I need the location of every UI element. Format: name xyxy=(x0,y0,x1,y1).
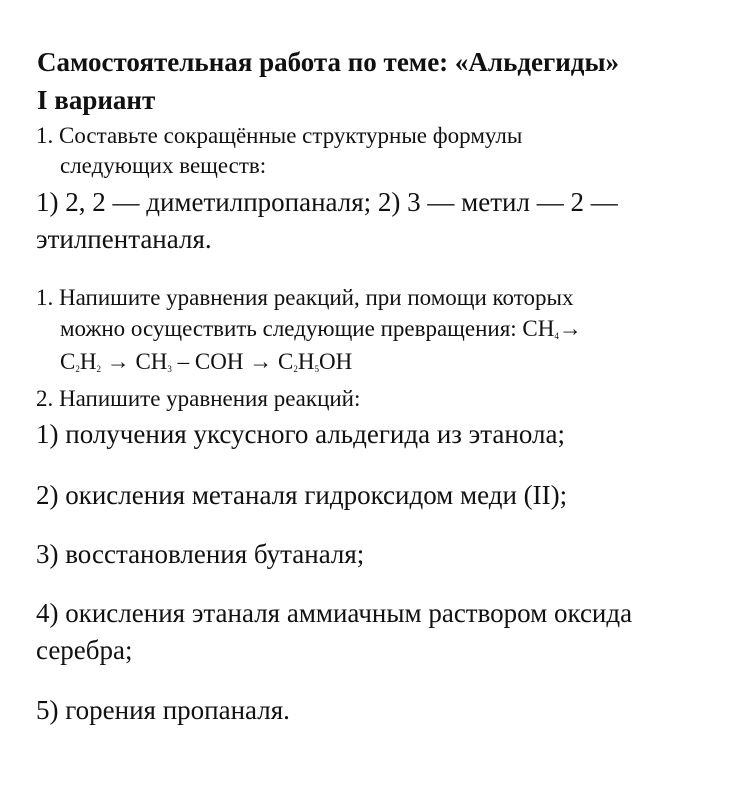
c2h5oh-c: C xyxy=(277,349,294,374)
c2h5oh-sub2: 5 xyxy=(314,364,319,374)
task3-item-3: 3) восстановления бутаналя; xyxy=(36,539,365,569)
arrow-3: → xyxy=(243,349,278,374)
task1-items-line2: этилпентаналя. xyxy=(36,224,212,254)
task2-text-line2: можно осуществить следующие превращения: CH xyxy=(60,316,555,341)
task2-text-line1: Напишите уравнения реакций, при помощи которых xyxy=(59,285,574,310)
task3-item-2: 2) окисления метаналя гидроксидом меди (II); xyxy=(36,480,568,510)
task2-line1 xyxy=(36,283,573,313)
c2h2-h: H xyxy=(79,349,97,374)
c2h5oh-oh: OH xyxy=(318,349,353,374)
ch3-text: CH xyxy=(135,349,168,374)
task3-line1 xyxy=(36,384,360,414)
worksheet-title: Самостоятельная работа по теме: «Альдегиды» xyxy=(37,47,620,77)
task3-text-line1: Напишите уравнения реакций: xyxy=(59,386,361,411)
task2-line2 xyxy=(60,314,582,344)
coh-text: – COH xyxy=(171,349,244,374)
reaction-chain xyxy=(60,347,352,377)
task2-number: 1. xyxy=(36,285,54,310)
c2h2-sub2: 2 xyxy=(96,364,101,374)
arrow-1: → xyxy=(558,316,582,341)
task1-line2: следующих веществ: xyxy=(60,153,267,178)
variant-label: I вариант xyxy=(37,85,156,115)
task1-items-line1: 1) 2, 2 — диметилпропаналя; 2) 3 — метил — 2 — xyxy=(36,187,618,217)
ch4-subscript: 4 xyxy=(554,331,559,341)
task1-line1 xyxy=(36,121,522,151)
task1-number: 1. xyxy=(36,123,54,148)
c2h2-c: C xyxy=(60,349,76,374)
c2h5oh-h: H xyxy=(297,349,315,374)
task3-item-4-cont: серебра; xyxy=(36,635,133,665)
ch3-sub: 3 xyxy=(167,364,172,374)
arrow-2: → xyxy=(100,349,136,374)
task3-number: 2. xyxy=(36,386,54,411)
task3-item-1: 1) получения уксусного альдегида из этанола; xyxy=(36,419,565,449)
task1-text-line1: Составьте сокращённые структурные формулы xyxy=(59,123,523,148)
task3-item-5: 5) горения пропаналя. xyxy=(36,695,290,725)
task3-item-4: 4) окисления этаналя аммиачным раствором оксида xyxy=(36,598,633,628)
c2h2-sub1: 2 xyxy=(75,364,80,374)
c2h5oh-sub1: 2 xyxy=(293,364,298,374)
